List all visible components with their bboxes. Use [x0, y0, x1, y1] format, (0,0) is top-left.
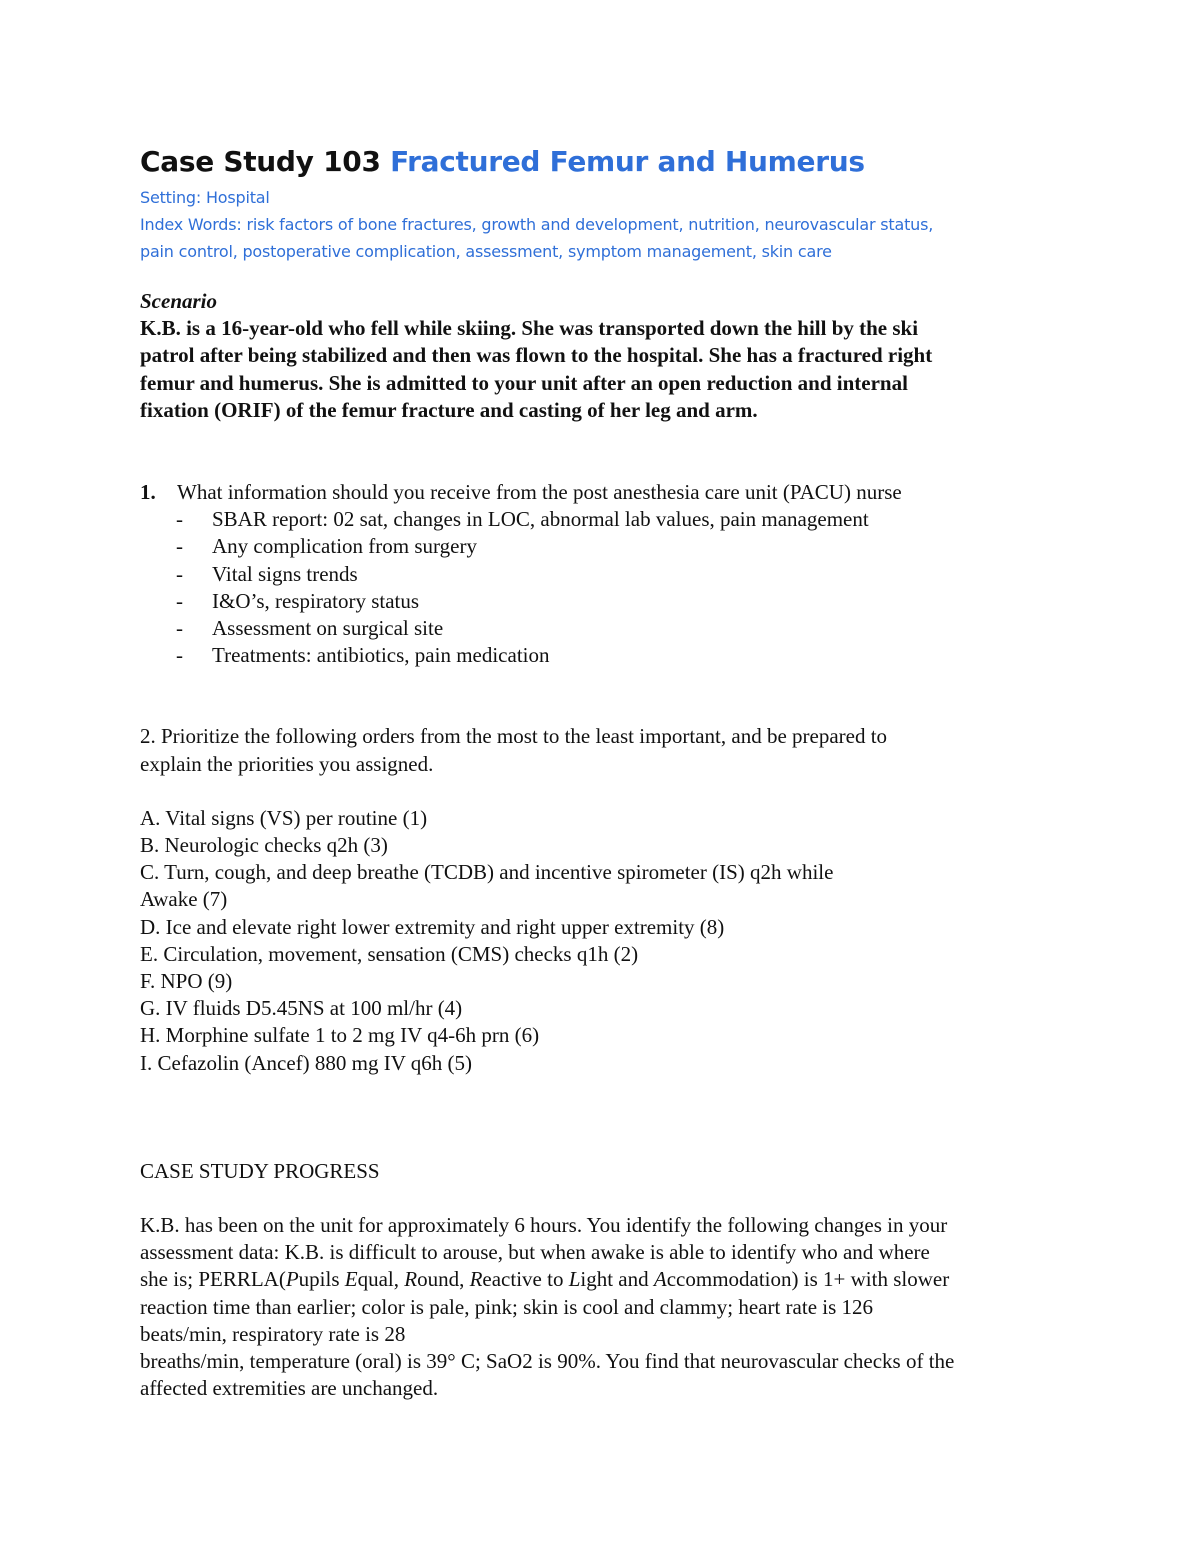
- index-words-line-2: pain control, postoperative complication, assessment, symptom management, skin care: [140, 242, 832, 261]
- order-item: G. IV fluids D5.45NS at 100 ml/hr (4): [140, 996, 463, 1021]
- order-item: I. Cefazolin (Ancef) 880 mg IV q6h (5): [140, 1050, 473, 1075]
- question-2-line: 2. Prioritize the following orders from the most to the least important, and be prepared to: [140, 724, 888, 749]
- index-words-line-1: Index Words: risk factors of bone fractures, growth and development, nutrition, neurovascular status,: [140, 215, 934, 234]
- list-item: - Treatments: antibiotics, pain medication: [140, 642, 1070, 669]
- scenario-line: fixation (ORIF) of the femur fracture and casting of her leg and arm.: [140, 397, 758, 422]
- order-item: D. Ice and elevate right lower extremity and right upper extremity (8): [140, 914, 725, 939]
- perrla-letter: R: [404, 1267, 418, 1292]
- progress-line: assessment data: K.B. is difficult to arouse, but when awake is able to identify who and where: [140, 1240, 930, 1265]
- question-2: [140, 723, 1070, 1076]
- question-1-number: 1.: [140, 480, 156, 505]
- list-item: - Vital signs trends: [140, 561, 1070, 588]
- document-content: [140, 140, 1070, 1403]
- title-prefix: Case Study 103: [140, 145, 391, 178]
- scenario-line: patrol after being stabilized and then was flown to the hospital. She has a fractured right: [140, 343, 933, 368]
- perrla-text: upils: [298, 1267, 345, 1292]
- setting-line: Setting: Hospital: [140, 188, 270, 207]
- scenario-line: femur and humerus. She is admitted to your unit after an open reduction and internal: [140, 370, 908, 395]
- order-item: F. NPO (9): [140, 969, 233, 994]
- perrla-letter: E: [344, 1267, 358, 1292]
- question-2-line: explain the priorities you assigned.: [140, 751, 434, 776]
- progress-line-perrla: [140, 1266, 1070, 1293]
- question-1: [140, 479, 1070, 669]
- case-study-progress-text: [140, 1212, 1070, 1402]
- question-1-answer-list: [140, 506, 1070, 669]
- perrla-letter: A: [653, 1267, 667, 1292]
- list-item: - SBAR report: 02 sat, changes in LOC, abnormal lab values, pain management: [140, 506, 1070, 533]
- scenario-heading: Scenario: [140, 289, 218, 313]
- perrla-text: ound,: [417, 1267, 470, 1292]
- perrla-letter: P: [285, 1267, 299, 1292]
- title-accent: Fractured Femur and Humerus: [390, 145, 865, 178]
- order-item: H. Morphine sulfate 1 to 2 mg IV q4-6h prn (6): [140, 1023, 540, 1048]
- case-study-progress-heading: CASE STUDY PROGRESS: [140, 1158, 380, 1183]
- progress-line: breaths/min, temperature (oral) is 39° C; SaO2 is 90%. You find that neurovascular checks of the: [140, 1349, 955, 1374]
- list-item: - Assessment on surgical site: [140, 615, 1070, 642]
- orders-list: [140, 805, 1070, 1077]
- scenario-text: [140, 315, 1070, 424]
- progress-line: K.B. has been on the unit for approximately 6 hours. You identify the following changes in your: [140, 1213, 948, 1238]
- scenario-line: K.B. is a 16-year-old who fell while skiing. She was transported down the hill by the ski: [140, 316, 919, 341]
- order-item: B. Neurologic checks q2h (3): [140, 833, 388, 858]
- list-item: - I&O’s, respiratory status: [140, 588, 1070, 615]
- perrla-text: she is; PERRLA(: [140, 1267, 286, 1292]
- progress-line: reaction time than earlier; color is pale, pink; skin is cool and clammy; heart rate is 126: [140, 1294, 874, 1319]
- page-title: [140, 140, 1070, 184]
- perrla-text: eactive to: [482, 1267, 569, 1292]
- progress-line: affected extremities are unchanged.: [140, 1376, 439, 1401]
- perrla-text: ight and: [580, 1267, 654, 1292]
- list-item: - Any complication from surgery: [140, 533, 1070, 560]
- progress-line: beats/min, respiratory rate is 28: [140, 1321, 406, 1346]
- order-item: C. Turn, cough, and deep breathe (TCDB) and incentive spirometer (IS) q2h while: [140, 860, 834, 885]
- order-item: A. Vital signs (VS) per routine (1): [140, 805, 428, 830]
- order-item: E. Circulation, movement, sensation (CMS) checks q1h (2): [140, 941, 639, 966]
- perrla-text: qual,: [357, 1267, 405, 1292]
- perrla-letter: L: [568, 1267, 581, 1292]
- order-item: Awake (7): [140, 887, 228, 912]
- question-1-text: What information should you receive from the post anesthesia care unit (PACU) nurse: [177, 480, 902, 505]
- perrla-letter: R: [469, 1267, 483, 1292]
- perrla-text: ccommodation) is 1+ with slower: [666, 1267, 950, 1292]
